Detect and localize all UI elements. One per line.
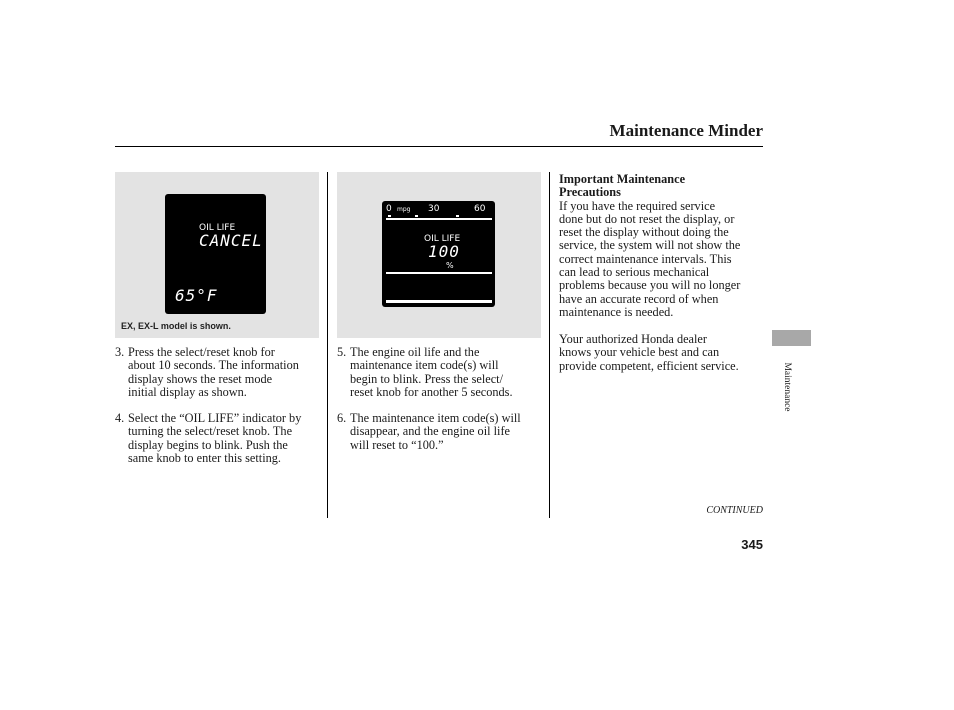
precautions-line: correct maintenance intervals. This [559, 251, 732, 266]
precautions-line: problems because you will no longer [559, 278, 741, 293]
lcd-bottom-bar [386, 300, 492, 303]
precautions-line: can lead to serious mechanical [559, 265, 710, 280]
precautions-heading: Precautions [559, 185, 621, 200]
lcd-temperature: 65°F [175, 286, 218, 305]
step-line: reset knob for another 5 seconds. [350, 384, 513, 399]
precautions-line: reset the display without doing the [559, 225, 729, 240]
step-line: same knob to enter this setting. [128, 450, 282, 465]
step-line: Select the “OIL LIFE” indicator by [128, 411, 302, 425]
precautions-line: have an accurate record of when [559, 291, 719, 306]
step-line: The maintenance item code(s) will [350, 411, 521, 425]
section-tab [772, 330, 811, 346]
section-tab-label: Maintenance [782, 362, 792, 412]
precautions-line: maintenance is needed. [559, 304, 674, 319]
lcd-oil-life-label: OIL LIFE [424, 234, 461, 244]
step-line: maintenance item code(s) will [350, 358, 499, 373]
gauge-unit-label: mpg [397, 206, 411, 213]
step-line: about 10 seconds. The information [128, 358, 299, 373]
gauge-tick [415, 215, 418, 217]
lcd-screen [165, 194, 266, 314]
column-divider [549, 172, 550, 518]
lcd-oil-life-value: 100 [428, 242, 460, 261]
precautions-section [559, 173, 769, 319]
step-line: begin to blink. Press the select/ [350, 371, 504, 386]
step-5: 5. The engine oil life and the maintenance item code(s) will begin to blink. Press the select/ reset knob for another 5 seconds. [337, 345, 513, 399]
gauge-60-label: 60 [474, 204, 486, 214]
lcd-oil-life-label: OIL LIFE [199, 223, 236, 233]
step-line: Press the select/reset knob for [128, 345, 275, 359]
precautions-line: done but do not reset the display, or [559, 211, 735, 226]
gauge-bar [386, 218, 492, 220]
figure-caption: EX, EX-L model is shown. [121, 321, 231, 331]
lcd-divider [386, 272, 492, 274]
step-line: initial display as shown. [128, 384, 247, 399]
figure-cancel-display [115, 172, 319, 338]
dealer-line: knows your vehicle best and can [559, 345, 720, 360]
header-rule [115, 146, 763, 147]
dealer-line: Your authorized Honda dealer [559, 332, 707, 346]
page-number: 345 [741, 537, 763, 552]
step-6: 6. The maintenance item code(s) will disappear, and the engine oil life will reset to “100.” [337, 411, 521, 452]
step-line: display begins to blink. Push the [128, 437, 288, 452]
gauge-zero-label: 0 [386, 204, 392, 214]
step-line: disappear, and the engine oil life [350, 424, 510, 439]
column-divider [327, 172, 328, 518]
gauge-tick [388, 215, 391, 217]
continued-label: CONTINUED [706, 505, 763, 516]
step-line: turning the select/reset knob. The [128, 424, 293, 439]
step-line: will reset to “100.” [350, 437, 444, 452]
dealer-line: provide competent, efficient service. [559, 358, 739, 373]
precautions-heading: Important Maintenance [559, 172, 686, 186]
dealer-paragraph [559, 333, 769, 373]
step-line: display shows the reset mode [128, 371, 273, 386]
figure-oil-life-display [337, 172, 541, 338]
lcd-cancel-text: CANCEL [199, 231, 263, 250]
gauge-tick [456, 215, 459, 217]
precautions-line: service, the system will not show the [559, 238, 741, 253]
page-title: Maintenance Minder [609, 121, 763, 140]
step-4: 4. Select the “OIL LIFE” indicator by turning the select/reset knob. The display begins to blink. Push the same knob to enter this setting. [115, 411, 302, 465]
step-3: 3. Press the select/reset knob for about 10 seconds. The information display shows the reset mode initial display as shown. [115, 345, 299, 399]
lcd-percent-sign: % [446, 261, 454, 270]
step-line: The engine oil life and the [350, 345, 480, 359]
precautions-line: If you have the required service [559, 198, 716, 213]
gauge-30-label: 30 [428, 204, 440, 214]
lcd-screen [382, 201, 495, 307]
